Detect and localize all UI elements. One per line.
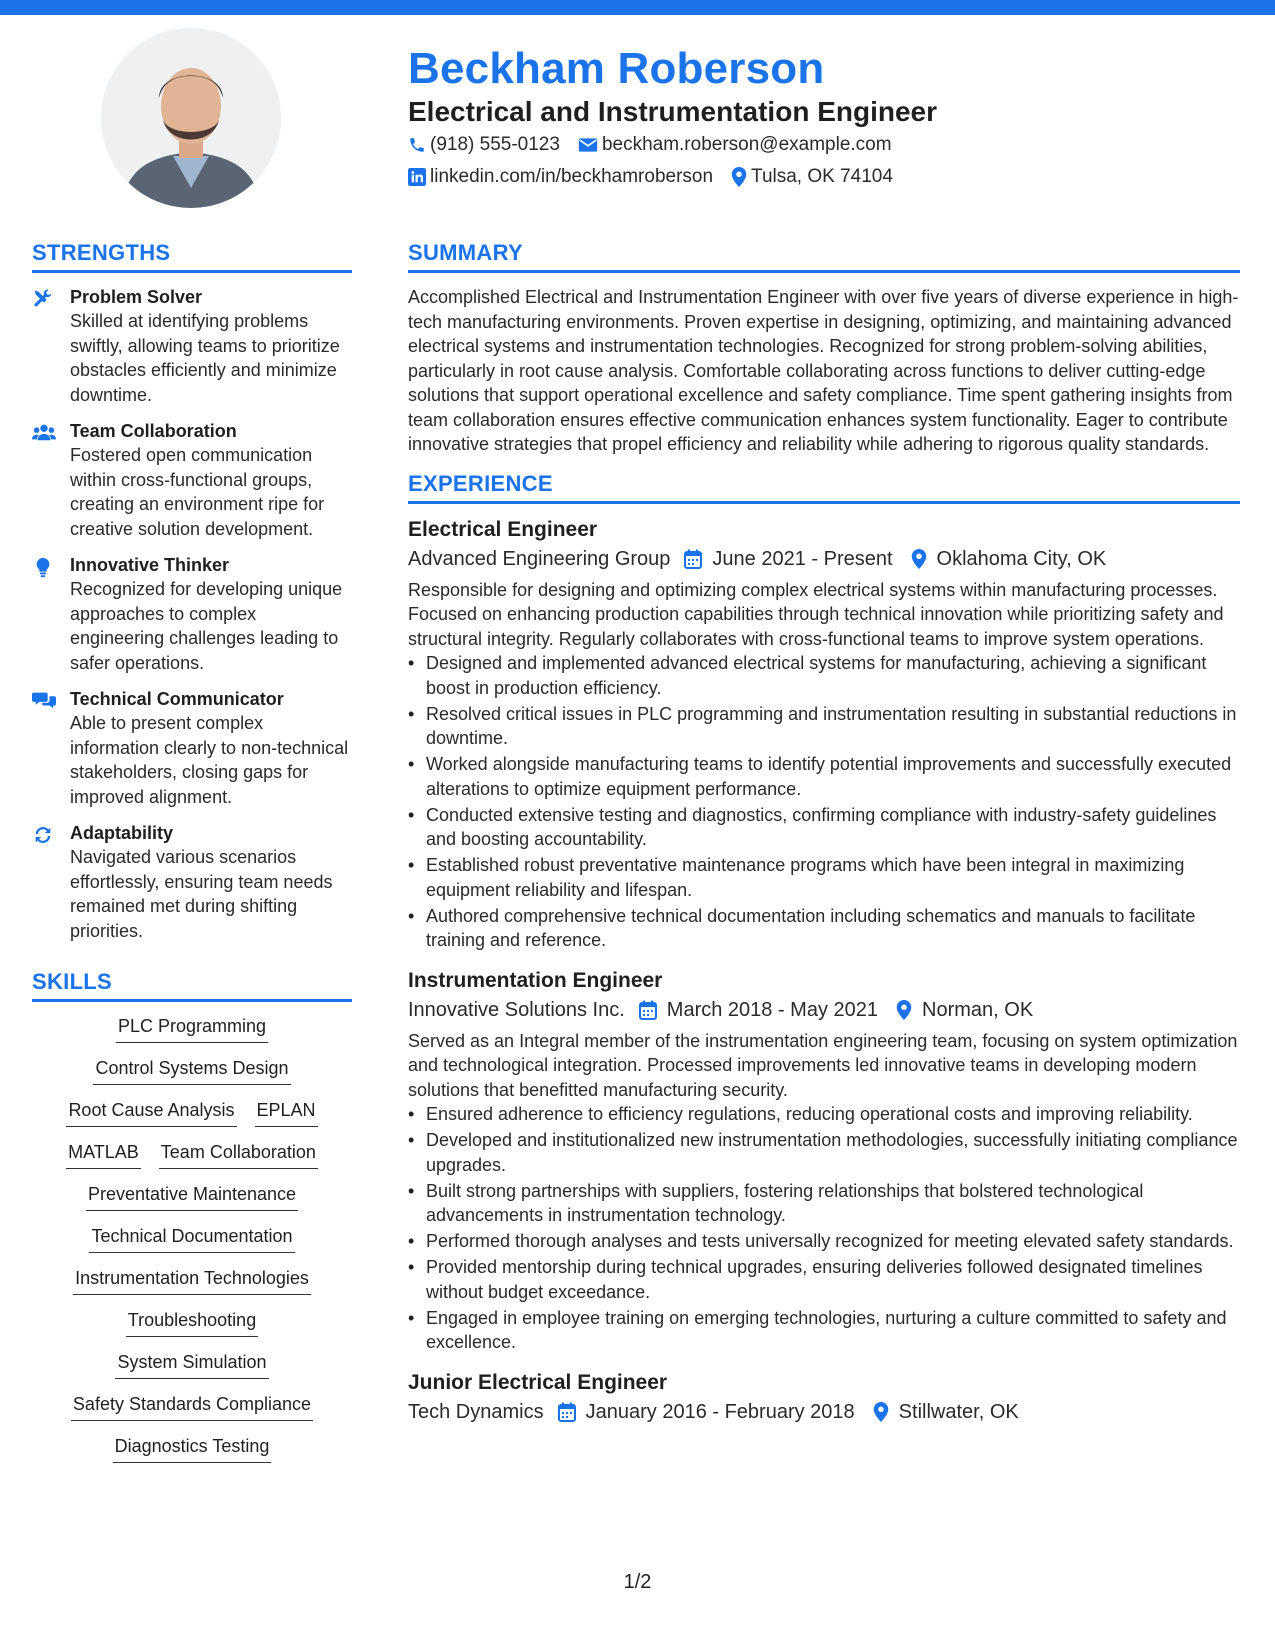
job-bullet: • Built strong partnerships with suppliers, fostering relationships that bolstered technological advancements in instrumentation technology. <box>408 1179 1240 1228</box>
contact-row-2 <box>408 166 911 188</box>
strength-item <box>32 553 352 675</box>
strength-item <box>32 821 352 943</box>
job-entry <box>408 967 1240 1355</box>
job-meta <box>408 544 1240 574</box>
job-entry <box>408 1369 1240 1427</box>
job-bullets <box>408 651 1240 953</box>
job-location: Norman, OK <box>922 998 1034 1021</box>
strength-title: Adaptability <box>70 823 174 843</box>
users-icon <box>32 422 56 442</box>
contact-phone <box>408 134 560 156</box>
job-bullet: • Provided mentorship during technical upgrades, ensuring deliveries followed designated timelines without budget exceedance. <box>408 1255 1240 1304</box>
job-bullet: • Designed and implemented advanced electrical systems for manufacturing, achieving a significant boost in production efficiency. <box>408 651 1240 700</box>
candidate-title: Electrical and Instrumentation Engineer <box>408 96 938 127</box>
phone-text[interactable]: (918) 555-0123 <box>430 134 560 155</box>
job-bullet: • Engaged in employee training on emerging technologies, nurturing a culture committed to safety and excellence. <box>408 1306 1240 1355</box>
skill-tag: Control Systems Design <box>93 1056 290 1085</box>
phone-icon <box>408 136 426 154</box>
job-role: Electrical Engineer <box>408 517 598 541</box>
summary-heading: SUMMARY <box>408 240 1240 273</box>
map-pin-icon <box>873 1402 889 1422</box>
page-number: 1/2 <box>623 1571 652 1593</box>
skill-tag: Instrumentation Technologies <box>73 1266 311 1295</box>
contact-email <box>578 134 892 156</box>
skills-heading: SKILLS <box>32 969 352 1002</box>
job-bullet: • Developed and institutionalized new instrumentation methodologies, successfully initiating compliance upgrades. <box>408 1128 1240 1177</box>
map-pin-icon <box>911 549 927 569</box>
calendar-icon <box>558 1402 576 1422</box>
summary-text: Accomplished Electrical and Instrumentation Engineer with over five years of diverse experience in high-tech manufacturing environments. Proven expertise in designing, optimizing, and maintaining advanced electrical systems and instrumentation technologies. Recognized for strong problem-solving abilities, particularly in root cause analysis. Comfortable collaborating across functions to deliver cutting-edge solutions that support operational excellence and safety compliance. Time spent gathering insights from team collaboration ensures effective communication enhances system functionality. Eager to contribute innovative strategies that propel efficiency and reliability while adhering to rigorous quality standards. <box>408 287 1239 454</box>
skill-tag: Safety Standards Compliance <box>71 1392 313 1421</box>
strength-desc: Skilled at identifying problems swiftly, allowing teams to prioritize obstacles efficiently and minimize downtime. <box>70 311 340 405</box>
skill-tag: System Simulation <box>115 1350 268 1379</box>
experience-heading: EXPERIENCE <box>408 471 1240 504</box>
job-dates: June 2021 - Present <box>712 547 893 570</box>
job-meta <box>408 995 1240 1025</box>
job-bullet: • Conducted extensive testing and diagnostics, confirming compliance with industry-safety guidelines and boosting accountability. <box>408 803 1240 852</box>
job-bullet: • Performed thorough analyses and tests universally recognized for meeting elevated safety standards. <box>408 1229 1240 1254</box>
job-meta <box>408 1397 1240 1427</box>
left-column <box>32 240 352 1476</box>
skill-tag: Team Collaboration <box>159 1140 318 1169</box>
job-bullet: • Established robust preventative maintenance programs which have been integral in maximizing equipment reliability and lifespan. <box>408 853 1240 902</box>
skill-tag: PLC Programming <box>116 1014 268 1043</box>
job-entry <box>408 516 1240 953</box>
email-text[interactable]: beckham.roberson@example.com <box>601 134 892 155</box>
job-bullets <box>408 1102 1240 1355</box>
sync-icon <box>32 824 54 846</box>
skill-tag: Root Cause Analysis <box>66 1098 236 1127</box>
contact-linkedin <box>408 166 713 188</box>
strength-item <box>32 687 352 809</box>
candidate-name: Beckham Roberson <box>408 44 825 93</box>
job-location: Oklahoma City, OK <box>936 547 1107 570</box>
skill-tag: Diagnostics Testing <box>113 1434 272 1463</box>
strengths-heading: STRENGTHS <box>32 240 352 273</box>
skill-tag: MATLAB <box>66 1140 141 1169</box>
skill-tag: Troubleshooting <box>126 1308 258 1337</box>
strength-item <box>32 419 352 541</box>
location-text: Tulsa, OK 74104 <box>751 166 893 187</box>
skill-tag: Preventative Maintenance <box>86 1182 298 1211</box>
strength-desc: Recognized for developing unique approaches to complex engineering challenges leading to safer operations. <box>70 579 343 673</box>
linkedin-text[interactable]: linkedin.com/in/beckhamroberson <box>430 166 714 187</box>
job-location: Stillwater, OK <box>898 1400 1019 1423</box>
job-bullet: • Ensured adherence to efficiency regulations, reducing operational costs and improving reliability. <box>408 1102 1240 1127</box>
job-bullet: • Authored comprehensive technical documentation including schematics and manuals to facilitate training and reference. <box>408 904 1240 953</box>
job-dates: March 2018 - May 2021 <box>666 998 879 1021</box>
job-role: Junior Electrical Engineer <box>408 1370 668 1394</box>
strength-title: Innovative Thinker <box>70 555 230 575</box>
right-column <box>408 240 1240 1441</box>
job-role: Instrumentation Engineer <box>408 968 663 992</box>
skill-tag: Technical Documentation <box>89 1224 294 1253</box>
job-bullet: • Resolved critical issues in PLC programming and instrumentation resulting in substantial reductions in downtime. <box>408 702 1240 751</box>
map-pin-icon <box>731 167 747 187</box>
tools-icon <box>32 288 54 310</box>
lightbulb-icon <box>32 556 54 578</box>
job-company: Tech Dynamics <box>408 1400 544 1423</box>
top-accent-bar <box>0 0 1275 15</box>
strength-title: Team Collaboration <box>70 421 237 441</box>
contact-row-1 <box>408 134 910 156</box>
strength-title: Technical Communicator <box>70 689 284 709</box>
map-pin-icon <box>896 1000 912 1020</box>
calendar-icon <box>684 549 702 569</box>
job-dates: January 2016 - February 2018 <box>585 1400 855 1423</box>
contact-location <box>731 166 893 188</box>
profile-photo <box>101 28 281 208</box>
job-company: Advanced Engineering Group <box>408 547 671 570</box>
calendar-icon <box>639 1000 657 1020</box>
strength-item <box>32 285 352 407</box>
skill-tag: EPLAN <box>255 1098 318 1127</box>
chat-icon <box>32 690 56 710</box>
job-description: Responsible for designing and optimizing complex electrical systems within manufacturing processes. Focused on enhancing production capabilities through technical innovation while prioritizing safety and structural integrity. Regularly collaborates with cross-functional teams to improve system operations. <box>408 579 1224 649</box>
linkedin-icon <box>408 168 426 186</box>
strength-desc: Navigated various scenarios effortlessly, ensuring team needs remained met during shifting priorities. <box>70 847 333 941</box>
mail-icon <box>578 137 598 153</box>
job-description: Served as an Integral member of the instrumentation engineering team, focusing on system optimization and technological integration. Processed improvements led innovative teams in developing modern solutions that benefitted manufacturing security. <box>408 1030 1238 1100</box>
strength-desc: Fostered open communication within cross-functional groups, creating an environment ripe for creative solution development. <box>70 445 325 539</box>
strength-title: Problem Solver <box>70 287 203 307</box>
job-company: Innovative Solutions Inc. <box>408 998 625 1021</box>
job-bullet: • Worked alongside manufacturing teams to identify potential improvements and successfully executed alterations to optimize equipment performance. <box>408 752 1240 801</box>
skills-list <box>32 1014 352 1463</box>
strength-desc: Able to present complex information clearly to non-technical stakeholders, closing gaps for improved alignment. <box>70 713 349 807</box>
